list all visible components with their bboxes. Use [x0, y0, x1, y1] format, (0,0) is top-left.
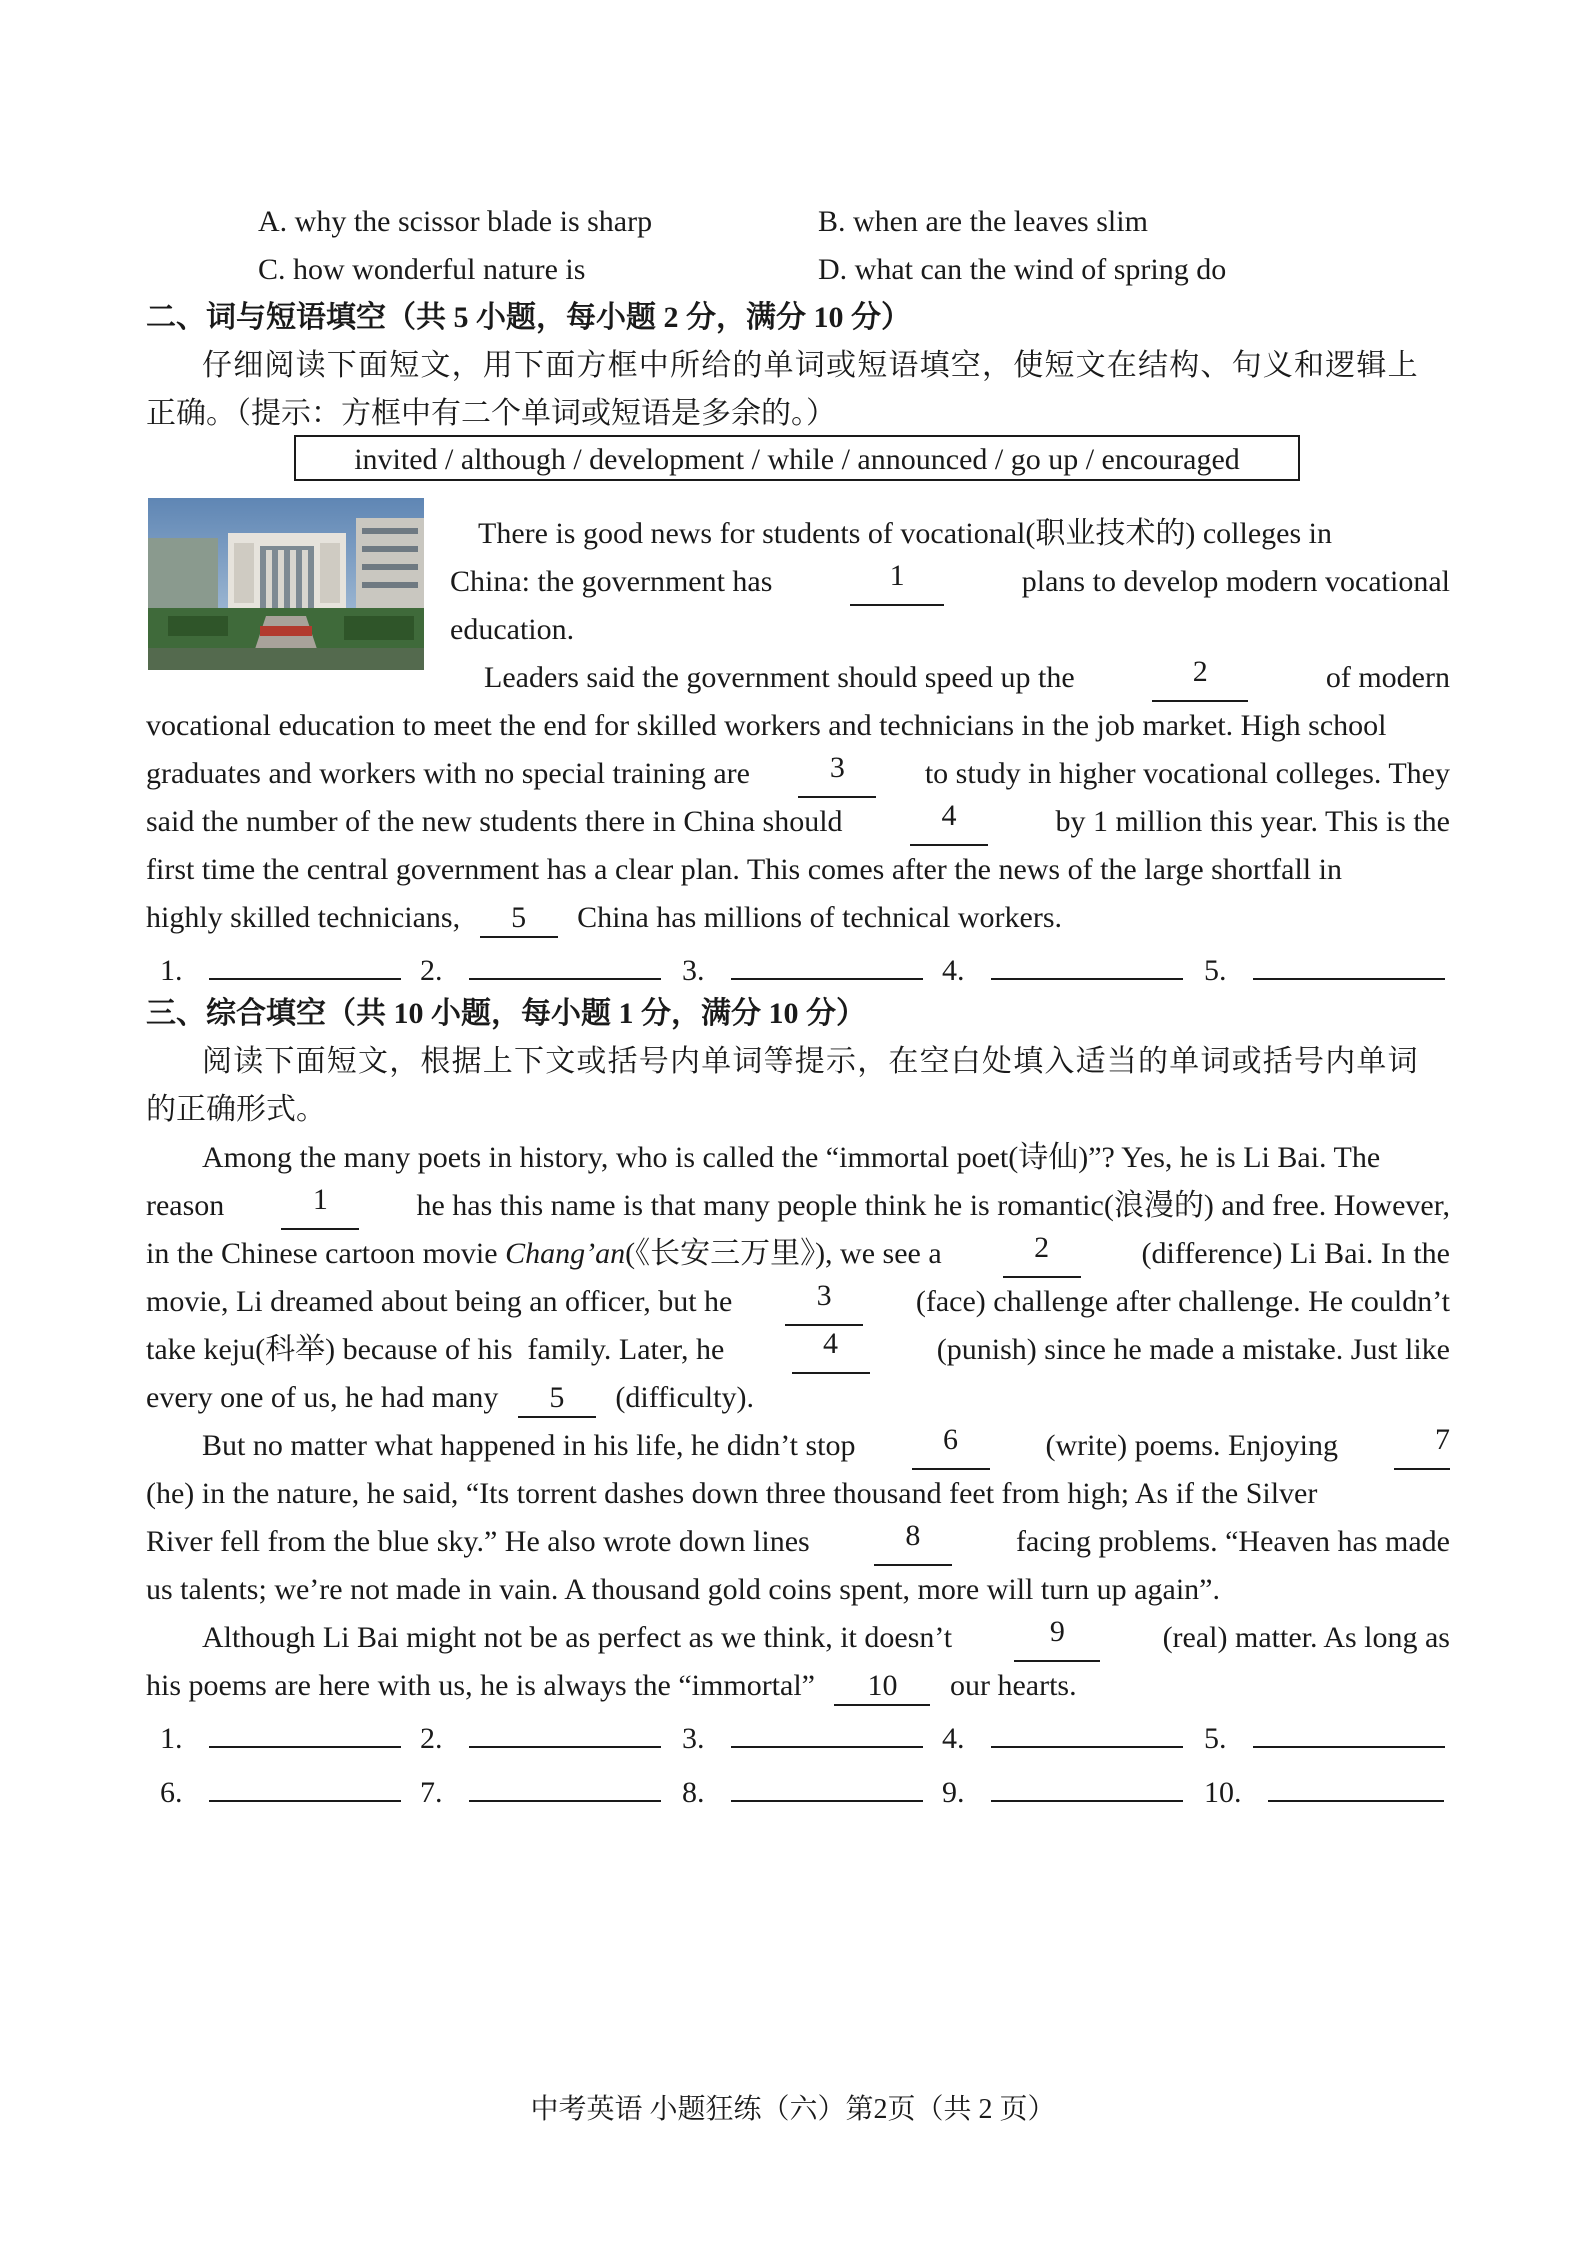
text: every one of us, he had many: [146, 1381, 499, 1414]
blank-9: 9: [1014, 1614, 1100, 1662]
answer-label: 5.: [1204, 954, 1227, 987]
passage-line: [146, 1278, 1450, 1326]
answer-blank[interactable]: [209, 1766, 401, 1802]
passage-line: [450, 558, 1450, 606]
blank-10: 10: [834, 1668, 930, 1706]
text: (write) poems. Enjoying: [1045, 1429, 1338, 1462]
answer-label: 5.: [1204, 1722, 1227, 1755]
option-b: B. when are the leaves slim: [818, 205, 1148, 238]
text: of modern: [1325, 661, 1450, 694]
passage-line: [202, 1422, 1450, 1470]
blank-3: 3: [785, 1278, 863, 1326]
answer-line-10[interactable]: [1204, 1766, 1444, 1817]
answer-blank[interactable]: [209, 944, 401, 980]
answer-line-2[interactable]: [420, 944, 661, 995]
answer-label: 8.: [682, 1776, 705, 1809]
answer-line-7[interactable]: [420, 1766, 661, 1817]
option-c: C. how wonderful nature is: [258, 253, 586, 286]
passage-line: [146, 846, 1450, 894]
answer-blank[interactable]: [469, 1766, 661, 1802]
passage-line: [146, 798, 1450, 846]
text: movie, Li dreamed about being an officer, but he: [146, 1285, 733, 1318]
blank-4: 4: [910, 798, 988, 846]
text: (he) in the nature, he said, “Its torrent dashes down three thousand feet from high; As if the Silver: [146, 1477, 1318, 1510]
answer-blank[interactable]: [991, 1712, 1183, 1748]
text: graduates and workers with no special training are: [146, 757, 750, 790]
text: said the number of the new students there in China should: [146, 805, 843, 838]
answer-blank[interactable]: [731, 1712, 923, 1748]
word-box: invited / although / development / while / announced / go up / encouraged: [294, 435, 1300, 481]
passage-line: education.: [450, 613, 575, 646]
passage-line: [146, 1374, 754, 1422]
text: Among the many poets in history, who is called the “immortal poet(诗仙)”? Yes, he is Li Bai. The: [202, 1141, 1381, 1174]
text: take keju(科举) because of his family. Later, he: [146, 1333, 725, 1366]
blank-6: 6: [912, 1422, 990, 1470]
text: There is good news for students of vocational(职业技术的) colleges in: [478, 517, 1332, 550]
answer-label: 10.: [1204, 1776, 1242, 1809]
section2-answer-row: [0, 944, 1586, 992]
passage-line: [146, 1182, 1450, 1230]
section2-instruction-2: 正确。（提示：方框中有二个单词或短语是多余的。）: [146, 397, 836, 430]
answer-line-9[interactable]: [942, 1766, 1183, 1817]
blank-1: 1: [850, 558, 944, 606]
answer-label: 2.: [420, 954, 443, 987]
text: vocational education to meet the end for skilled workers and technicians in the job market. High school: [146, 709, 1387, 742]
answer-line-5[interactable]: [1204, 1712, 1445, 1763]
passage-line: [146, 894, 1062, 942]
text: China: the government has: [450, 565, 773, 598]
answer-blank[interactable]: [731, 944, 923, 980]
text: (《长安三万里》), we see a: [625, 1237, 942, 1270]
movie-title: Chang’an: [505, 1237, 626, 1270]
passage-line: us talents; we’re not made in vain. A thousand gold coins spent, more will turn up again”.: [146, 1573, 1220, 1606]
text: first time the central government has a clear plan. This comes after the news of the large shortfall in: [146, 853, 1342, 886]
answer-line-1[interactable]: [160, 944, 401, 995]
answer-label: 1.: [160, 954, 183, 987]
blank-5: 5: [480, 900, 558, 938]
blank-2: 2: [1003, 1230, 1081, 1278]
blank-8: 8: [874, 1518, 952, 1566]
answer-label: 9.: [942, 1776, 965, 1809]
page-footer: 中考英语 小题狂练（六）第2页（共 2 页）: [530, 2094, 1056, 2125]
section2-heading: 二、词与短语填空（共 5 小题，每小题 2 分，满分 10 分）: [146, 301, 911, 334]
passage-line: [146, 750, 1450, 798]
answer-label: 3.: [682, 954, 705, 987]
answer-blank[interactable]: [1268, 1766, 1444, 1802]
text: to study in higher vocational colleges. They: [924, 757, 1450, 790]
answer-line-8[interactable]: [682, 1766, 923, 1817]
answer-blank[interactable]: [1253, 944, 1445, 980]
option-d: D. what can the wind of spring do: [818, 253, 1227, 286]
blank-2: 2: [1152, 654, 1248, 702]
blank-4: 4: [792, 1326, 870, 1374]
text: he has this name is that many people think he is romantic(浪漫的) and free. However,: [416, 1189, 1450, 1222]
section3-answer-row-2: [0, 1766, 1586, 1814]
passage-line: [146, 1470, 1450, 1518]
text: (punish) since he made a mistake. Just like: [936, 1333, 1450, 1366]
passage-line: [484, 654, 1450, 702]
blank-5: 5: [518, 1380, 596, 1418]
college-building-photo: [148, 498, 424, 670]
passage-line: [478, 510, 1450, 558]
blank-1: 1: [281, 1182, 359, 1230]
answer-blank[interactable]: [991, 944, 1183, 980]
answer-blank[interactable]: [469, 1712, 661, 1748]
passage-line: [146, 1518, 1450, 1566]
answer-line-5[interactable]: [1204, 944, 1445, 995]
text: reason: [146, 1189, 225, 1222]
option-a: A. why the scissor blade is sharp: [258, 205, 653, 238]
answer-blank[interactable]: [209, 1712, 401, 1748]
answer-line-3[interactable]: [682, 1712, 923, 1763]
passage-line: [202, 1134, 1450, 1182]
text: Leaders said the government should speed up the: [484, 661, 1075, 694]
text: (face) challenge after challenge. He couldn’t: [915, 1285, 1450, 1318]
passage-line: [146, 1326, 1450, 1374]
answer-line-6[interactable]: [160, 1766, 401, 1817]
section3-instruction-1: 阅读下面短文，根据上下文或括号内单词等提示，在空白处填入适当的单词或括号内单词: [202, 1045, 1419, 1078]
passage-line: [202, 1614, 1450, 1662]
blank-3: 3: [798, 750, 876, 798]
passage-line: [146, 702, 1450, 750]
answer-label: 3.: [682, 1722, 705, 1755]
text: his poems are here with us, he is always the “immortal”: [146, 1669, 815, 1702]
answer-blank[interactable]: [1253, 1712, 1445, 1748]
text: (difference) Li Bai. In the: [1141, 1237, 1450, 1270]
section2-instruction-1: 仔细阅读下面短文，用下面方框中所给的单词或短语填空，使短文在结构、句义和逻辑上: [202, 349, 1419, 382]
text: our hearts.: [949, 1669, 1077, 1702]
answer-line-3[interactable]: [682, 944, 923, 995]
text: by 1 million this year. This is the: [1055, 805, 1450, 838]
passage-line: [146, 1230, 1450, 1278]
passage-line: [146, 1662, 1077, 1710]
answer-blank[interactable]: [469, 944, 661, 980]
text: plans to develop modern vocational: [1021, 565, 1450, 598]
answer-label: 6.: [160, 1776, 183, 1809]
text: in the Chinese cartoon movie: [146, 1237, 498, 1270]
text: China has millions of technical workers.: [577, 901, 1063, 934]
answer-blank[interactable]: [731, 1766, 923, 1802]
answer-blank[interactable]: [991, 1766, 1183, 1802]
answer-label: 2.: [420, 1722, 443, 1755]
text: highly skilled technicians,: [146, 901, 461, 934]
section3-instruction-2: 的正确形式。: [146, 1093, 326, 1126]
answer-label: 4.: [942, 954, 965, 987]
answer-label: 7.: [420, 1776, 443, 1809]
text: (difficulty).: [615, 1381, 754, 1414]
answer-line-4[interactable]: [942, 1712, 1183, 1763]
answer-label: 4.: [942, 1722, 965, 1755]
answer-line-2[interactable]: [420, 1712, 661, 1763]
text: facing problems. “Heaven has made: [1015, 1525, 1450, 1558]
answer-line-4[interactable]: [942, 944, 1183, 995]
section3-answer-row-1: [0, 1712, 1586, 1760]
answer-label: 1.: [160, 1722, 183, 1755]
text: River fell from the blue sky.” He also wrote down lines: [146, 1525, 810, 1558]
answer-line-1[interactable]: [160, 1712, 401, 1763]
text: Although Li Bai might not be as perfect as we think, it doesn’t: [202, 1621, 953, 1654]
text: But no matter what happened in his life, he didn’t stop: [202, 1429, 856, 1462]
section3-heading: 三、综合填空（共 10 小题，每小题 1 分，满分 10 分）: [146, 997, 866, 1030]
text: (real) matter. As long as: [1162, 1621, 1450, 1654]
blank-7: 7: [1394, 1422, 1450, 1470]
